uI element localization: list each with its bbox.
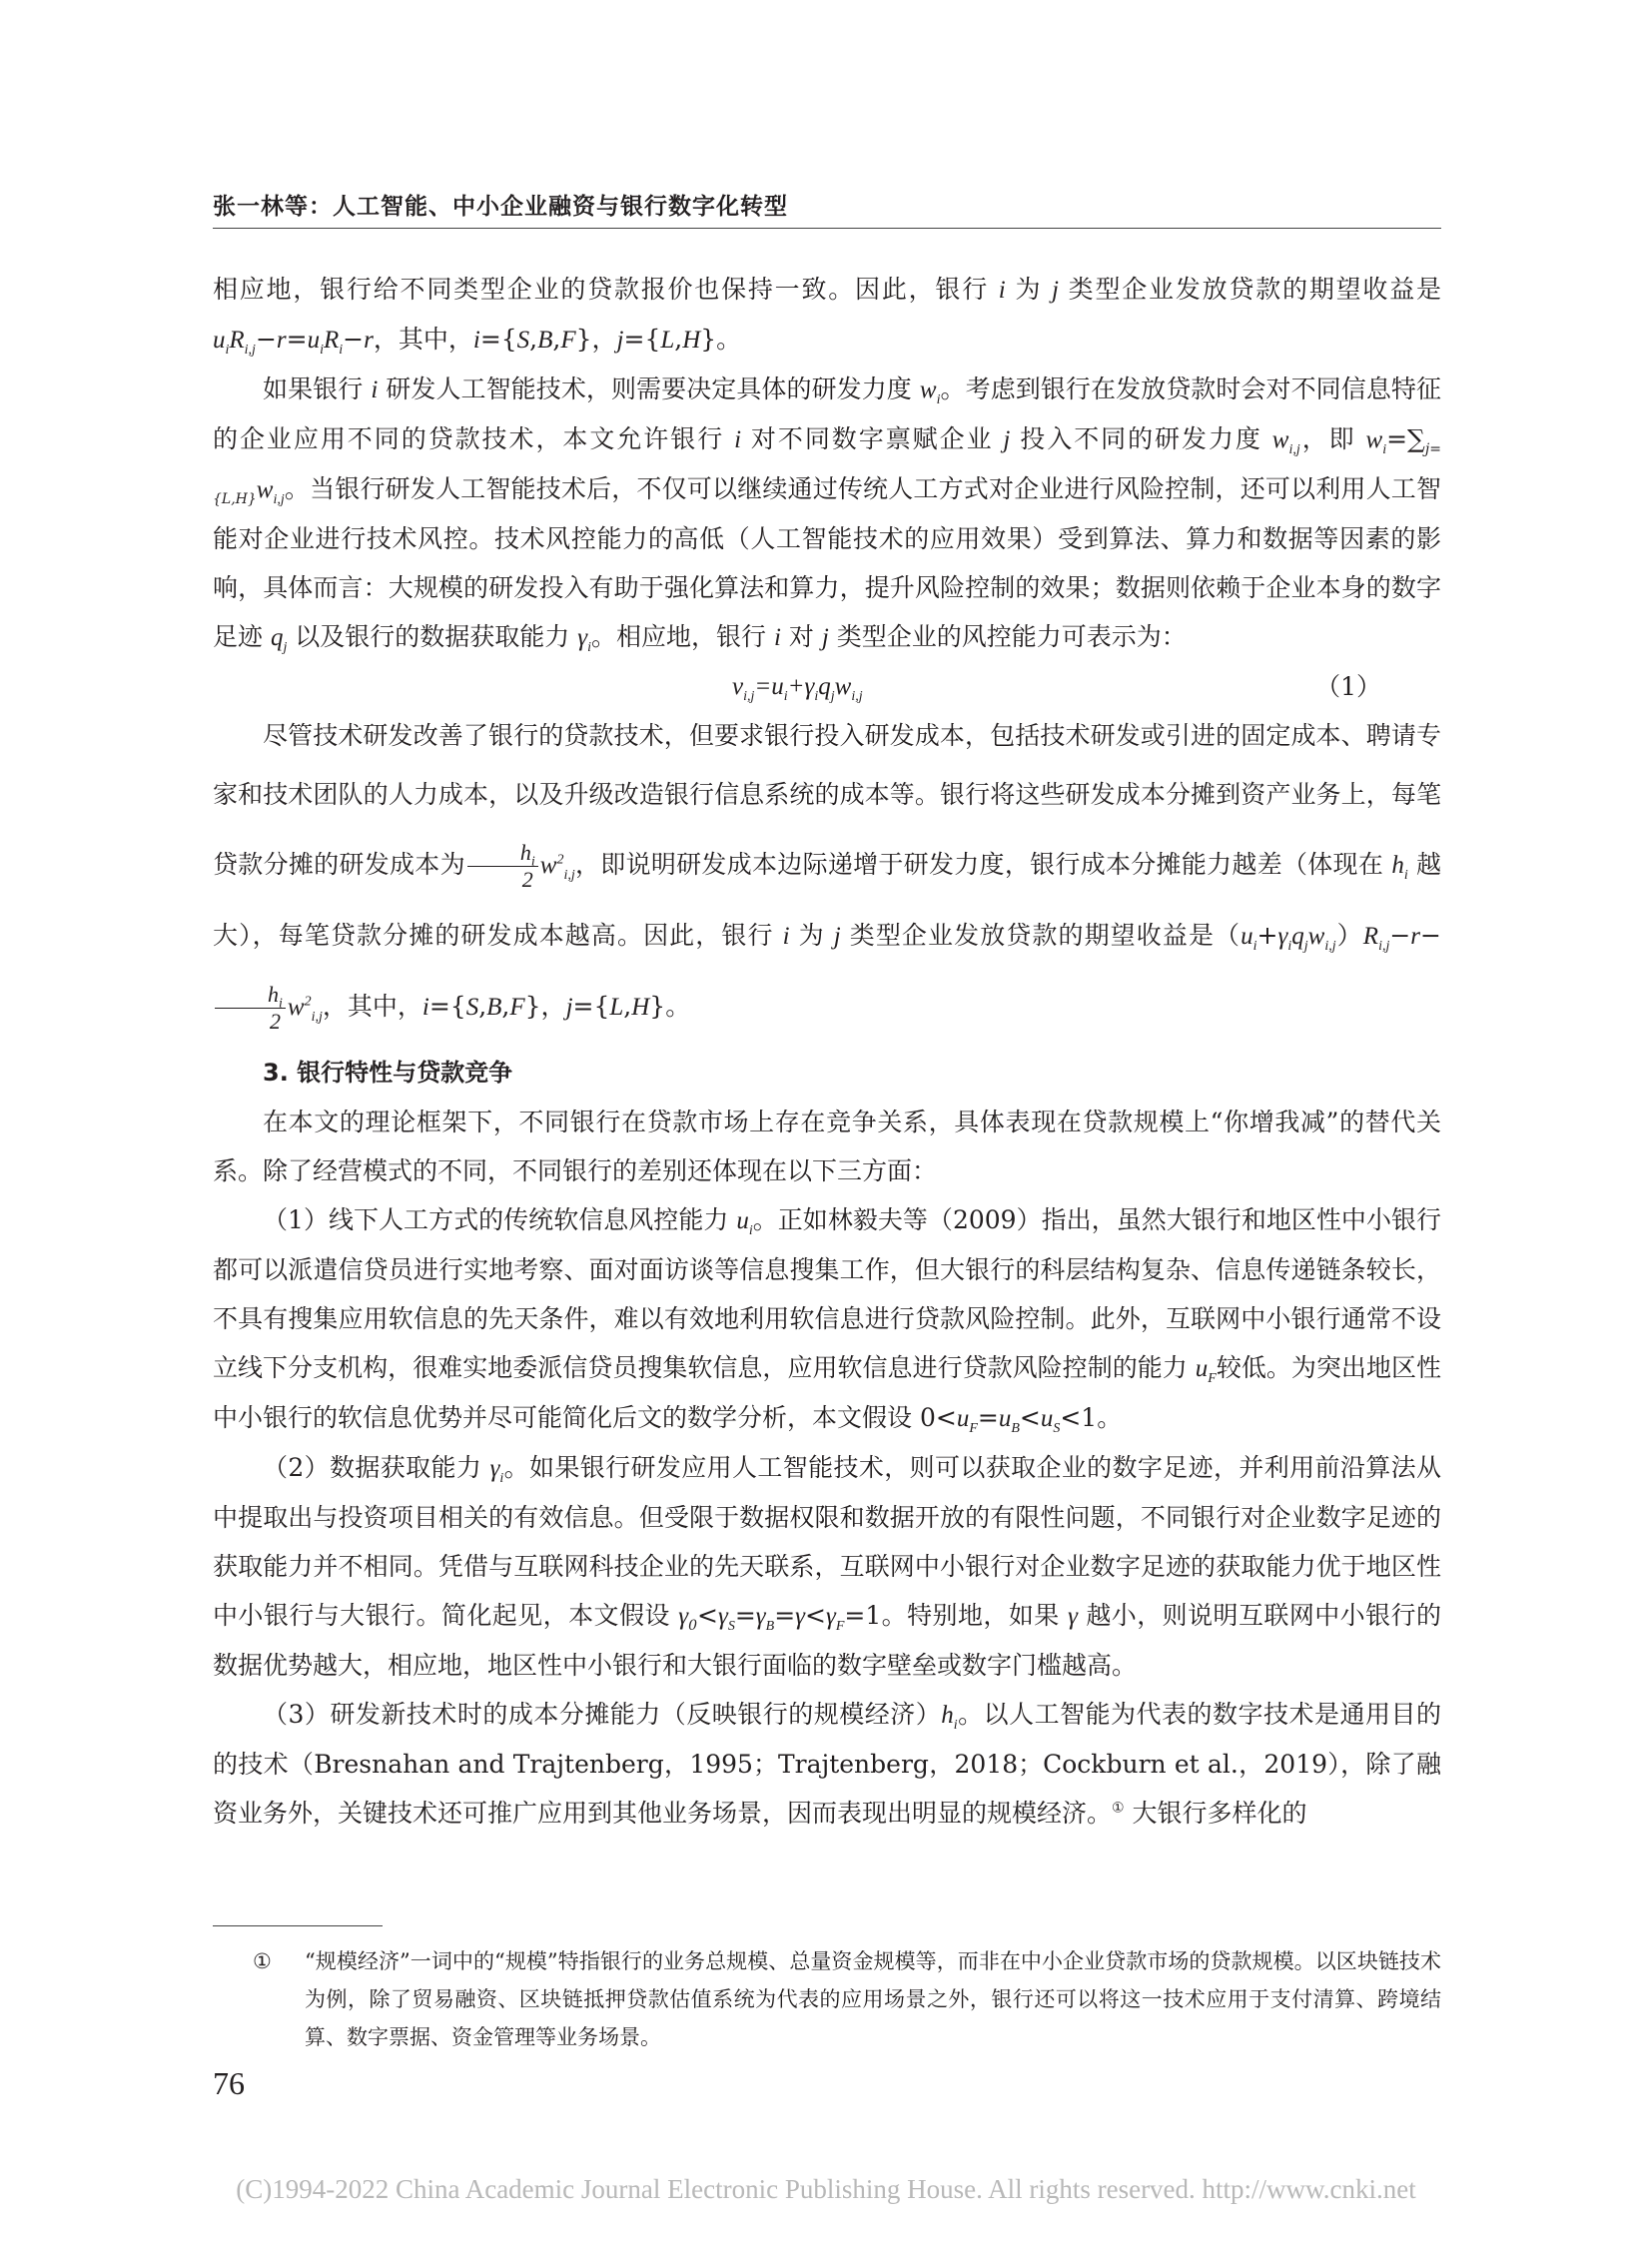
running-header: 张一林等：人工智能、中小企业融资与银行数字化转型: [213, 194, 788, 220]
paragraph: （1）线下人工方式的传统软信息风控能力 $u_i$。正如林毅夫等（2009）指出，虽然大银行和地区性中小银行都可以派遣信贷员进行实地考察、面对面访谈等信息搜集工作，但大银行的科层结构复杂、信息传递链条较长，不具有搜集应用软信息的先天条件，难以有效地利用软信息进行贷款风险控制。此外，互联网中小银行通常不设立线下分支机构，很难实地委派信贷员搜集软信息，应用软信息进行贷款风险控制的能力 $u_F$较低。为突出地区性中小银行的软信息优势并尽可能简化后文的数学分析，本文假设 $0<u_F=u_B<u_S<1$。: [213, 1205, 1441, 1436]
paragraph: 尽管技术研发改善了银行的贷款技术，但要求银行投入研发成本，包括技术研发或引进的固定成本、聘请专家和技术团队的人力成本，以及升级改造银行信息系统的成本等。银行将这些研发成本分摊到资产业务上，每笔贷款分摊的研发成本为 $\frac{h_i}{2}$ $w^2_{i,j}$，即说明研发成本边际递增于研发力度，银行成本分摊能力越差（体现在 $h_i$ 越大），每笔贷款分摊的研发成本越高。因此，银行 i 为 j 类型企业发放贷款的期望收益是$(u_i+\gamma_iq_jw_{i,j})R_{i,j}-r-$ $\frac{h_i}{2}$ $w^2_{i,j}$，其中，i={S,B,F}，j={L,H}。: [213, 721, 1441, 1034]
equation-body: $v_{i,j}=u_i+\gamma_iq_jw_{i,j}$: [732, 673, 863, 704]
section-heading: 3. 银行特性与贷款竞争: [263, 1059, 513, 1087]
paragraph: （2）数据获取能力 $\gamma_i$。如果银行研发应用人工智能技术，则可以获取企业的数字足迹，并利用前沿算法从中提取出与投资项目相关的有效信息。但受限于数据权限和数据开放的有限性问题，不同银行对企业数字足迹的获取能力并不相同。凭借与互联网科技企业的先天联系，互联网中小银行对企业数字足迹的获取能力优于地区性中小银行与大银行。简化起见，本文假设 $\gamma_0<\gamma_S=\gamma_B=\gamma<\gamma_F=1$。特别地，如果 γ 越小，则说明互联网中小银行的数据优势越大，相应地，地区性中小银行和大银行面临的数字壁垒或数字门槛越高。: [213, 1453, 1441, 1680]
main-text: [213, 265, 1441, 1838]
header-rule: [213, 228, 1441, 229]
footnote-text: “规模经济”一词中的“规模”特指银行的业务总规模、总量资金规模等，而非在中小企业贷款市场的贷款规模。以区块链技术为例，除了贸易融资、区块链抵押贷款估值系统为代表的应用场景之外，银行还可以将这一技术应用于支付清算、跨境结算、数字票据、资金管理等业务场景。: [305, 1949, 1441, 2049]
paragraph: 相应地，银行给不同类型企业的贷款报价也保持一致。因此，银行 i 为 j 类型企业发放贷款的期望收益是 $u_iR_{i,j}-r=u_iR_i-r$，其中，i={S,B,F}，j={L,H}。: [213, 275, 1441, 358]
footnote-mark: ①: [253, 1949, 272, 1973]
page-number: 76: [213, 2065, 245, 2101]
equation-1: [213, 662, 1441, 711]
footnote: [213, 1942, 1441, 2056]
paragraph: 如果银行 i 研发人工智能技术，则需要决定具体的研发力度 $w_i$。考虑到银行在发放贷款时会对不同信息特征的企业应用不同的贷款技术，本文允许银行 i 对不同数字禀赋企业 j 投入不同的研发力度 $w_{i,j}$，即 $w_i=\sum_{j=\{L,H\}}w_{i,j}$。当银行研发人工智能技术后，不仅可以继续通过传统人工方式对企业进行风险控制，还可以利用人工智能对企业进行技术风控。技术风控能力的高低（人工智能技术的应用效果）受到算法、算力和数据等因素的影响，具体而言：大规模的研发投入有助于强化算法和算力，提升风险控制的效果；数据则依赖于企业本身的数字足迹 $q_j$ 以及银行的数据获取能力 $\gamma_i$。相应地，银行 i 对 j 类型企业的风控能力可表示为：: [213, 374, 1441, 655]
copyright-notice: (C)1994-2022 China Academic Journal Electronic Publishing House. All rights reserved. http://www.cnki.net: [236, 2174, 1416, 2204]
paragraph: （3）研发新技术时的成本分摊能力（反映银行的规模经济）$h_i$。以人工智能为代表的数字技术是通用目的的技术（Bresnahan and Trajtenberg，1995；Trajtenberg，2018；Cockburn et al.，2019），除了融资业务外，关键技术还可推广应用到其他业务场景，因而表现出明显的规模经济。① 大银行多样化的: [213, 1700, 1441, 1828]
footnote-rule: [213, 1925, 383, 1926]
equation-number: （1）: [1315, 672, 1381, 701]
paragraph: 在本文的理论框架下，不同银行在贷款市场上存在竞争关系，具体表现在贷款规模上“你增我减”的替代关系。除了经营模式的不同，不同银行的差别还体现在以下三方面：: [213, 1108, 1441, 1185]
